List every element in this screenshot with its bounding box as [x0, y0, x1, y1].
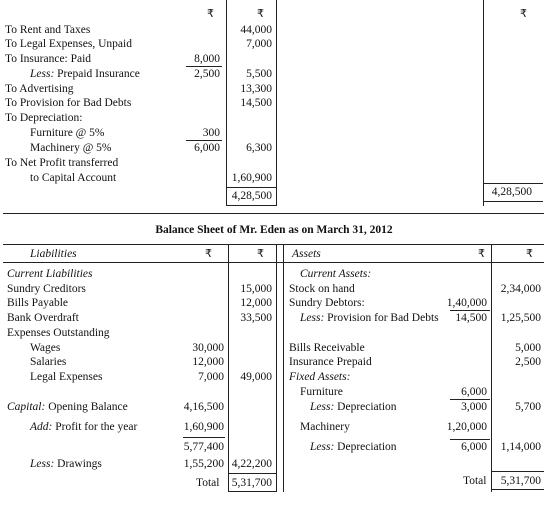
liab-row-label: Wages — [30, 342, 61, 354]
asset-row-inner: 6,000 — [461, 386, 487, 398]
liab-row-label: Expenses Outstanding — [7, 327, 110, 339]
pl-row-amount: 7,000 — [246, 38, 272, 50]
asset-row-inner: 1,20,000 — [446, 421, 487, 433]
liab-row-inner: 12,000 — [192, 356, 224, 368]
liab-row-label: Sundry Creditors — [7, 283, 86, 295]
pl-credit-total: 4,28,500 — [491, 186, 532, 198]
asset-subtotal-rule — [450, 399, 490, 400]
bs-header-top-rule — [3, 244, 544, 245]
asset-row-label: Bills Receivable — [289, 342, 365, 354]
assets-header: Assets — [292, 248, 321, 260]
liab-total-rule — [228, 491, 276, 492]
asset-row-label: Sundry Debtors: — [289, 297, 365, 309]
asset-row-amount: 5,700 — [515, 401, 541, 413]
asset-amount-currency: ₹ — [526, 247, 533, 260]
pl-row-label: Furniture @ 5% — [30, 127, 105, 139]
liab-total-rule — [228, 473, 276, 474]
bs-liab-inner-rule — [228, 244, 229, 492]
liab-row-inner: 4,16,500 — [183, 401, 224, 413]
asset-row-label: Fixed Assets: — [289, 371, 351, 383]
liab-row-inner: 1,55,200 — [183, 458, 224, 470]
pl-row-inner: 300 — [202, 127, 220, 139]
liab-amount-currency: ₹ — [257, 247, 264, 260]
pl-total-rule — [483, 201, 543, 202]
asset-row-label: Current Assets: — [300, 268, 372, 280]
pl-row-label: To Legal Expenses, Unpaid — [5, 38, 132, 50]
pl-amount-currency: ₹ — [257, 7, 264, 20]
asset-row-inner: 1,40,000 — [446, 297, 487, 309]
asset-row-label: Insurance Prepaid — [289, 356, 372, 368]
pl-subtotal-rule — [186, 66, 222, 67]
bs-liab-amount-rule — [276, 244, 277, 492]
asset-row-amount: 1,25,500 — [500, 312, 541, 324]
pl-row-label: To Provision for Bad Debts — [5, 97, 132, 109]
balance-sheet-title: Balance Sheet of Mr. Eden as on March 31, 2012 — [155, 224, 393, 236]
asset-row-label: Furniture — [300, 386, 343, 398]
asset-total-label: Total — [463, 475, 487, 487]
liab-row-inner: 5,77,400 — [183, 441, 224, 453]
liab-row-amount: 12,000 — [240, 297, 272, 309]
pl-row-label: to Capital Account — [30, 172, 117, 184]
asset-row-amount: 1,14,000 — [500, 441, 541, 453]
liab-row-label: Legal Expenses — [30, 371, 103, 383]
pl-debit-column-rule — [226, 0, 227, 206]
pl-row-label: To Net Profit transferred — [5, 157, 119, 169]
liab-row-amount: 15,000 — [240, 283, 272, 295]
pl-total-rule — [226, 187, 276, 188]
liab-row-amount: 49,000 — [240, 371, 272, 383]
pl-credit-currency: ₹ — [520, 7, 527, 20]
pl-row-inner: 8,000 — [194, 53, 220, 65]
asset-subtotal-rule — [450, 310, 490, 311]
bs-asset-amount-rule — [491, 244, 492, 492]
liab-row-label: Add: Profit for the year — [30, 421, 138, 433]
liab-row-label: Capital: Opening Balance — [7, 401, 128, 413]
asset-row-label: Less: Depreciation — [310, 401, 397, 413]
pl-row-label: To Rent and Taxes — [5, 24, 91, 36]
liab-row-inner: 30,000 — [192, 342, 224, 354]
pl-row-amount: 6,300 — [246, 142, 272, 154]
pl-row-amount: 5,500 — [246, 68, 272, 80]
section-divider — [3, 213, 544, 214]
pl-total-rule — [483, 183, 543, 184]
liab-inner-currency: ₹ — [205, 247, 212, 260]
asset-row-amount: 2,34,000 — [500, 283, 541, 295]
asset-subtotal-rule — [450, 439, 490, 440]
pl-debit-total: 4,28,500 — [231, 190, 272, 202]
pl-inner-currency: ₹ — [207, 7, 214, 20]
liab-total: 5,31,700 — [231, 477, 272, 489]
asset-row-inner: 6,000 — [461, 441, 487, 453]
pl-row-amount: 1,60,900 — [231, 172, 272, 184]
pl-row-label: To Insurance: Paid — [5, 53, 92, 65]
liab-total-label: Total — [196, 477, 220, 489]
pl-row-amount: 44,000 — [240, 24, 272, 36]
asset-row-inner: 3,000 — [461, 401, 487, 413]
pl-row-inner: 6,000 — [194, 142, 220, 154]
asset-row-label: Less: Provision for Bad Debts — [300, 312, 439, 324]
liabilities-header: Liabilities — [30, 248, 77, 260]
pl-row-amount: 13,300 — [240, 83, 272, 95]
liab-row-label: Current Liabilities — [7, 268, 93, 280]
bs-center-rule — [283, 244, 284, 492]
liab-row-label: Bank Overdraft — [7, 312, 79, 324]
asset-row-amount: 2,500 — [515, 356, 541, 368]
liab-row-label: Salaries — [30, 356, 67, 368]
asset-row-label: Less: Depreciation — [310, 441, 397, 453]
liab-subtotal-rule — [183, 437, 225, 438]
liab-row-inner: 7,000 — [198, 371, 224, 383]
pl-credit-column-rule — [483, 0, 484, 206]
pl-total-rule — [226, 205, 276, 206]
liab-row-amount: 4,22,200 — [231, 458, 272, 470]
pl-row-label: To Depreciation: — [5, 112, 83, 124]
liab-row-label: Bills Payable — [7, 297, 69, 309]
bs-header-bottom-rule — [3, 262, 544, 263]
liab-row-label: Less: Drawings — [30, 458, 102, 470]
asset-inner-currency: ₹ — [478, 247, 485, 260]
pl-row-label: Less: Prepaid Insurance — [30, 68, 140, 80]
pl-row-label: Machinery @ 5% — [30, 142, 112, 154]
pl-row-label: To Advertising — [5, 83, 74, 95]
pl-row-amount: 14,500 — [240, 97, 272, 109]
asset-total-rule — [491, 489, 544, 490]
pl-debit-column-rule — [276, 0, 277, 206]
liab-row-inner: 1,60,900 — [183, 421, 224, 433]
pl-row-inner: 2,500 — [194, 68, 220, 80]
asset-total-rule — [491, 471, 544, 472]
asset-row-label: Machinery — [300, 421, 350, 433]
asset-row-label: Stock on hand — [289, 283, 355, 295]
asset-total: 5,31,700 — [500, 475, 541, 487]
asset-row-amount: 5,000 — [515, 342, 541, 354]
liab-row-amount: 33,500 — [240, 312, 272, 324]
pl-subtotal-rule — [186, 140, 222, 141]
asset-row-inner: 14,500 — [455, 312, 487, 324]
